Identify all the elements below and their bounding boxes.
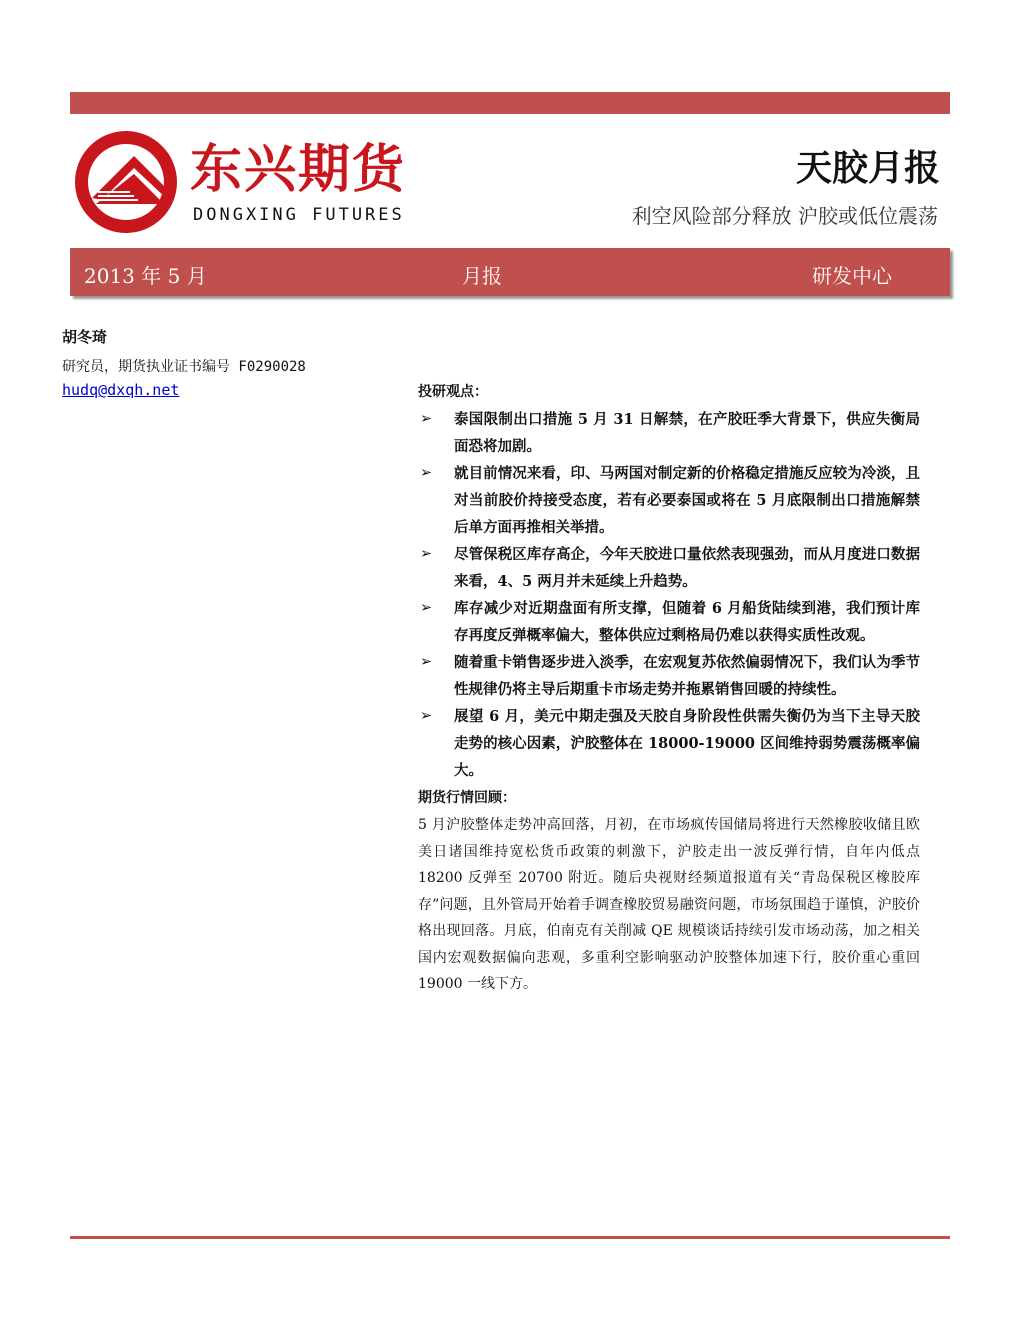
list-item — [418, 460, 920, 541]
report-type: 月报 — [462, 264, 502, 288]
main-content — [418, 380, 920, 998]
list-item-text: 随着重卡销售逐步进入淡季，在宏观复苏依然偏弱情况下，我们认为季节性规律仍将主导后期重卡市场走势并拖累销售回暖的持续性。 — [454, 654, 920, 698]
report-date: 2013 年 5 月 — [84, 264, 207, 288]
list-item-text: 泰国限制出口措施 5 月 31 日解禁，在产胶旺季大背景下，供应失衡局面恐将加剧。 — [454, 411, 920, 455]
report-dept: 研发中心 — [812, 264, 892, 288]
author-title: 研究员，期货执业证书编号 F0290028 — [62, 359, 306, 375]
bullet-arrow-icon: ➢ — [420, 546, 433, 562]
list-item — [418, 649, 920, 703]
report-subtitle: 利空风险部分释放 沪胶或低位震荡 — [631, 204, 938, 228]
bullet-arrow-icon: ➢ — [420, 465, 433, 481]
author-name: 胡冬琦 — [62, 328, 108, 346]
report-title: 天胶月报 — [795, 147, 940, 189]
bullet-arrow-icon: ➢ — [420, 654, 433, 670]
list-item-text: 尽管保税区库存高企，今年天胶进口量依然表现强劲，而从月度进口数据来看，4、5 两月并未延续上升趋势。 — [454, 546, 920, 590]
list-item — [418, 541, 920, 595]
bullet-arrow-icon: ➢ — [420, 708, 433, 724]
list-item-text: 展望 6 月，美元中期走强及天胶自身阶段性供需失衡仍为当下主导天胶走势的核心因素，沪胶整体在 18000-19000 区间维持弱势震荡概率偏大。 — [454, 708, 920, 779]
review-heading: 期货行情回顾： — [418, 790, 516, 806]
list-item-text: 就目前情况来看，印、马两国对制定新的价格稳定措施反应较为冷淡，且对当前胶价持接受态度，若有必要泰国或将在 5 月底限制出口措施解禁后单方面再推相关举措。 — [454, 465, 920, 536]
views-list — [418, 406, 920, 784]
review-text: 5 月沪胶整体走势冲高回落，月初，在市场疯传国储局将进行天然橡胶收储且欧美日诸国维持宽松货币政策的刺激下，沪胶走出一波反弹行情，自年内低点 18200 反弹至 20700 附近。随后央视财经频道报道有关“青岛保税区橡胶库存”问题，且外管局开始着手调查橡胶贸易融资问题，市场氛围趋于谨慎，沪胶价格出现回落。月底，伯南克有关削减 QE 规模谈话持续引发市场动荡，加之相关国内宏观数据偏向悲观，多重利空影响驱动沪胶整体加速下行，胶价重心重回 19000 一线下方。 — [418, 817, 920, 992]
brand-name-en: DONGXING FUTURES — [193, 205, 405, 225]
author-email-link[interactable]: hudq@dxqh.net — [62, 381, 180, 399]
list-item — [418, 595, 920, 649]
bullet-arrow-icon: ➢ — [420, 411, 433, 427]
info-banner — [70, 248, 950, 296]
list-item — [418, 703, 920, 784]
list-item-text: 库存减少对近期盘面有所支撑，但随着 6 月船货陆续到港，我们预计库存再度反弹概率偏大，整体供应过剩格局仍难以获得实质性改观。 — [454, 600, 920, 644]
views-heading: 投研观点： — [418, 384, 488, 400]
top-accent-bar — [70, 92, 950, 114]
list-item — [418, 406, 920, 460]
brand-name-cn: 东兴期货 — [190, 140, 407, 200]
bullet-arrow-icon: ➢ — [420, 600, 433, 616]
dongxing-logo-icon — [72, 128, 180, 236]
footer-divider — [70, 1236, 950, 1239]
